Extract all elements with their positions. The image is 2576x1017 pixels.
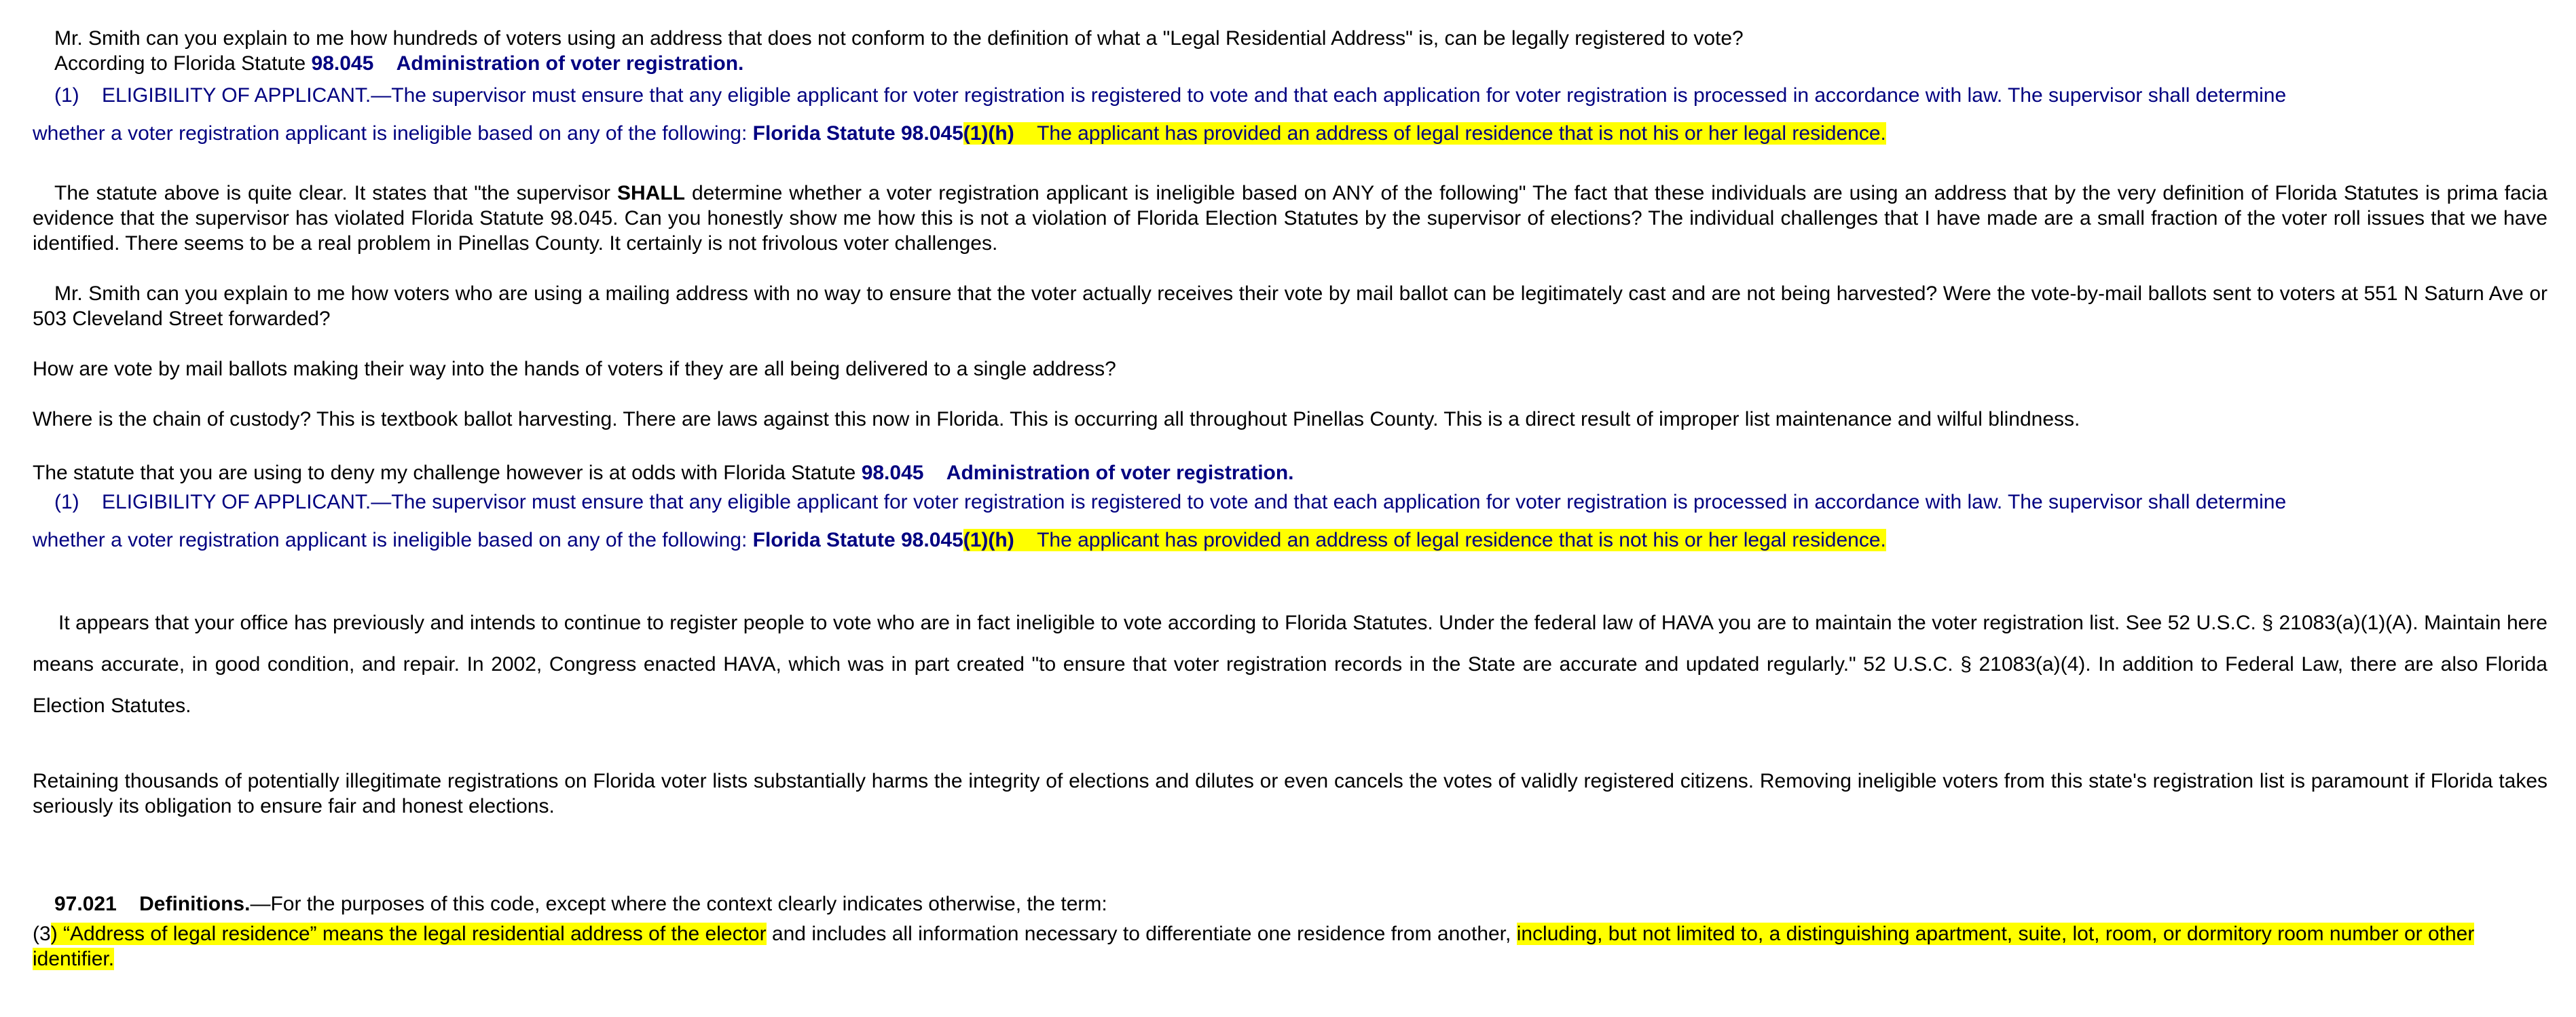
paragraph-hava: It appears that your office has previously and intends to continue to register people to vote who are in fact ineligible to vote according to Florida Statutes. Under the federal law of HAVA you are to maintain the voter registration list. See 52 U.S.C. § 21083(a)(1)(A). Maintain here means accurate, in good condition, and repair. In 2002, Congress enacted HAVA, which was in part created "to ensure that voter registration records in the State are accurate and updated regularly." 52 U.S.C. § 21083(a)(4). In addition to Federal Law, there are also Florida Election Statutes. (33, 612, 2547, 717)
paragraph-statute-clear (33, 181, 2547, 256)
definition-number: (3 (33, 923, 51, 945)
spacer (33, 382, 2547, 407)
spacer (33, 726, 2547, 769)
spacer (33, 331, 2547, 356)
section-intro: —For the purposes of this code, except where the context clearly indicates otherwise, the term: (250, 893, 1107, 915)
paragraph-question-legal-address (33, 26, 2547, 76)
statute-subsection: (1)(h) (963, 529, 1014, 551)
eligibility-text-cont: whether a voter registration applicant is ineligible based on any of the following: (33, 529, 753, 551)
paragraph-chain-of-custody: Where is the chain of custody? This is textbook ballot harvesting. There are laws against this now in Florida. This is occurring all throughout Pinellas County. This is a direct result of improper list maintenance and wilful blindness. (33, 408, 2080, 430)
statute-reference: Florida Statute 98.045 (752, 529, 963, 551)
statute-number: 98.045 (311, 52, 374, 75)
statute-quote-1-line2 (33, 113, 2547, 155)
spacer (33, 256, 2547, 281)
statute-quote-1-line1 (33, 79, 2547, 113)
spacer (33, 819, 2547, 887)
statute-subsection: (1)(h) (963, 122, 1014, 145)
definition-legal-residence (33, 921, 2547, 972)
statute-quote-2-line1 (33, 485, 2547, 519)
statute-quote-2-line2 (33, 519, 2547, 561)
paragraph-text: The statute above is quite clear. It states that "the supervisor (54, 182, 617, 204)
spacer (33, 155, 2547, 181)
highlighted-clause: The applicant has provided an address of legal residence that is not his or her legal residence. (1037, 122, 1886, 145)
paragraph-text: determine whether a voter registration applicant is ineligible based on ANY of the following" The fact that these individuals are using an address that by the very definition of Florida Statutes is prima facia evidence that the supervisor has violated Florida Statute 98.045. Can you honestly show me how this is not a violation of Florida Election Statutes by the supervisor of elections? The individual challenges that I have made are a small fraction of the voter roll issues that we have identified. There seems to be a real problem in Pinellas County. It certainly is not frivolous voter challenges. (33, 182, 2547, 255)
section-number: 97.021 (54, 893, 117, 915)
definitions-heading (33, 887, 2547, 921)
statute-title: Administration of voter registration. (396, 52, 744, 75)
paragraph-retaining-registrations: Retaining thousands of potentially illegitimate registrations on Florida voter lists substantially harms the integrity of elections and dilutes or even cancels the votes of validly registered citizens. Removing ineligible voters from this state's registration list is paramount if Florida takes seriously its obligation to ensure fair and honest elections. (33, 770, 2547, 817)
eligibility-text-cont: whether a voter registration applicant is ineligible based on any of the following: (33, 122, 753, 145)
paragraph-mailing-address: Mr. Smith can you explain to me how voters who are using a mailing address with no way to ensure that the voter actually receives their vote by mail ballot can be legitimately cast and are not being harvested? Were the vote-by-mail ballots sent to voters at 551 N Saturn Ave or 503 Cleveland Street forwarded? (33, 282, 2547, 330)
subsection-number: (1) (54, 491, 79, 513)
statute-number: 98.045 (861, 462, 924, 484)
statute-intro: According to Florida Statute (54, 52, 312, 75)
definition-text: and includes all information necessary to differentiate one residence from another, (766, 923, 1517, 945)
eligibility-text: ELIGIBILITY OF APPLICANT.—The supervisor must ensure that any eligible applicant for voter registration is registered to vote and that each application for voter registration is processed in accordance with law. The supervisor shall determine (102, 491, 2287, 513)
paragraph-text: The statute that you are using to deny my challenge however is at odds with Florida Statute (33, 462, 862, 484)
highlighted-definition: ) “Address of legal residence” means the legal residential address of the elector (50, 923, 767, 945)
paragraph-vote-by-mail: How are vote by mail ballots making their way into the hands of voters if they are all being delivered to a single address? (33, 358, 1116, 380)
highlighted-definition-cont: including, but not limited to, a distinguishing apartment, suite, lot, room, or dormitory room number or other identifier. (33, 923, 2475, 970)
document-body (33, 26, 2547, 972)
section-title: Definitions. (139, 893, 251, 915)
paragraph-statute-odds (33, 460, 2547, 485)
eligibility-text: ELIGIBILITY OF APPLICANT.—The supervisor must ensure that any eligible applicant for voter registration is registered to vote and that each application for voter registration is processed in accordance with law. The supervisor shall determine (102, 84, 2287, 107)
statute-quote-1 (33, 79, 2547, 155)
question-text: Mr. Smith can you explain to me how hundreds of voters using an address that does not conform to the definition of what a "Legal Residential Address" is, can be legally registered to vote? (54, 27, 1744, 50)
statute-quote-2 (33, 485, 2547, 561)
spacer (33, 561, 2547, 602)
subsection-number: (1) (54, 84, 79, 107)
spacer (33, 432, 2547, 460)
statute-reference: Florida Statute 98.045 (752, 122, 963, 145)
statute-title: Administration of voter registration. (946, 462, 1294, 484)
emphasis-shall: SHALL (617, 182, 685, 204)
highlighted-clause: The applicant has provided an address of legal residence that is not his or her legal residence. (1037, 529, 1886, 551)
